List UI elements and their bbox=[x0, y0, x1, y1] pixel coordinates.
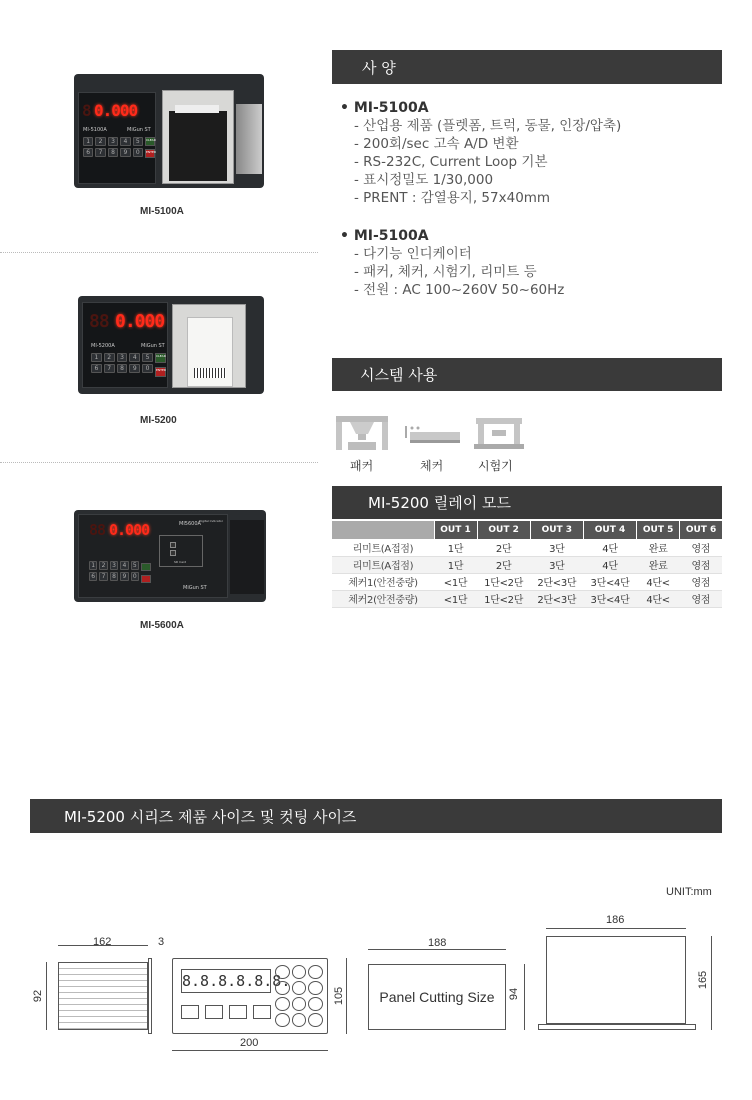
section-header-size: MI-5200 시리즈 제품 사이즈 및 컷팅 사이즈 bbox=[30, 799, 722, 833]
key-6[interactable]: 6 bbox=[91, 364, 102, 373]
unit-label: UNIT:mm bbox=[666, 886, 712, 898]
spec-title: • MI-5100A bbox=[340, 228, 429, 244]
model-label: MI-5100A bbox=[83, 127, 107, 133]
front-keys bbox=[181, 1005, 271, 1019]
front-buttons bbox=[275, 965, 323, 1027]
spec-item: - PRENT : 감열용지, 57x40mm bbox=[354, 190, 551, 206]
side-casing bbox=[230, 520, 264, 594]
table-cell: <1단 bbox=[434, 590, 477, 607]
key-4[interactable]: 4 bbox=[120, 561, 128, 570]
product-caption: MI-5200 bbox=[140, 415, 177, 426]
product-caption: MI-5600A bbox=[140, 620, 184, 631]
key-4[interactable]: 4 bbox=[120, 137, 130, 146]
table-cell: <1단 bbox=[434, 573, 477, 590]
key-7[interactable]: 7 bbox=[99, 572, 107, 581]
dimension-line bbox=[524, 964, 525, 1030]
key-0[interactable]: 0 bbox=[142, 364, 153, 373]
table-row bbox=[332, 573, 722, 590]
product-image-mi-5200: 88 0.000 MI-5200A MiGun ST 1 2 3 4 5 6 7 8 9 0 CLEAR ENTER bbox=[78, 296, 264, 394]
table-header-cell bbox=[332, 521, 434, 539]
key-4[interactable]: 4 bbox=[129, 353, 140, 362]
side-view-drawing bbox=[58, 962, 148, 1030]
table-cell: 완료 bbox=[637, 539, 680, 556]
model-label: MI5600A bbox=[179, 521, 201, 527]
section-header-spec: 사 양 bbox=[332, 50, 722, 84]
table-cell: 2단 bbox=[477, 556, 530, 573]
printer-slot bbox=[169, 111, 227, 181]
table-cell: 체커1(안전중량) bbox=[332, 573, 434, 590]
key-8[interactable]: 8 bbox=[117, 364, 128, 373]
enter-key[interactable]: ENTER bbox=[145, 149, 155, 158]
weight-display: 0.000 bbox=[94, 101, 138, 120]
spec-item: - 다기능 인디케이터 bbox=[354, 246, 472, 262]
brand-label: MiGun ST bbox=[127, 127, 151, 133]
keypad[interactable] bbox=[89, 561, 139, 581]
dimension-panel-height: 94 bbox=[508, 987, 521, 1001]
dimension-front-width: 200 bbox=[240, 1037, 259, 1049]
table-header-cell: OUT 2 bbox=[477, 521, 530, 539]
key-5[interactable]: 5 bbox=[133, 137, 143, 146]
product-image-mi-5100a: 8 0.000 MI-5100A MiGun ST 1 2 3 4 5 6 7 8 9 0 CLEAR ENTER bbox=[74, 74, 264, 188]
side-casing bbox=[236, 104, 262, 174]
panel-cutting-drawing bbox=[368, 964, 506, 1030]
table-row bbox=[332, 590, 722, 607]
key-1[interactable]: 1 bbox=[89, 561, 97, 570]
table-cell: 3단 bbox=[530, 556, 583, 573]
dimension-line bbox=[46, 962, 47, 1030]
spec-block-1 bbox=[340, 99, 621, 207]
keypad[interactable] bbox=[91, 353, 153, 373]
table-cell: 영점 bbox=[680, 590, 722, 607]
key-0[interactable]: 0 bbox=[131, 572, 139, 581]
barcode-icon bbox=[194, 368, 226, 378]
model-label: MI-5200A bbox=[91, 343, 115, 349]
spec-item: - 표시정밀도 1/30,000 bbox=[354, 172, 494, 188]
weight-display: 0.000 bbox=[109, 521, 150, 539]
spec-item: - 패커, 체커, 시험기, 리미트 등 bbox=[354, 264, 537, 280]
spec-block-2 bbox=[340, 227, 564, 299]
dimension-line bbox=[546, 928, 686, 929]
table-cell: 1단<2단 bbox=[477, 590, 530, 607]
printer-unit bbox=[172, 304, 246, 388]
key-3[interactable]: 3 bbox=[117, 353, 128, 362]
key-5[interactable]: 5 bbox=[142, 353, 153, 362]
table-cell: 영점 bbox=[680, 539, 722, 556]
table-cell: 4단 bbox=[583, 556, 636, 573]
dimension-side-width: 162 bbox=[93, 936, 112, 948]
table-row bbox=[332, 556, 722, 573]
brand-label: MiGun ST bbox=[141, 343, 165, 349]
dimension-line bbox=[172, 1050, 328, 1051]
table-row bbox=[332, 539, 722, 556]
product-image-mi-5600a: 88 0.000 MI5600A Digital Indicator SD Card 1 2 3 4 5 6 7 8 9 0 MiGun ST bbox=[74, 510, 266, 602]
dimension-panel-width: 188 bbox=[428, 937, 447, 949]
spec-item: - 산업용 제품 (플렛폼, 트럭, 동물, 인장/압축) bbox=[354, 118, 622, 134]
dimension-side-flange: 3 bbox=[158, 936, 165, 948]
weight-display: 0.000 bbox=[115, 311, 165, 332]
table-cell: 체커2(안전중량) bbox=[332, 590, 434, 607]
key-3[interactable]: 3 bbox=[108, 137, 118, 146]
table-header-cell: OUT 1 bbox=[434, 521, 477, 539]
dimension-front-height: 105 bbox=[333, 986, 346, 1006]
table-cell: 4단< bbox=[637, 590, 680, 607]
sd-card-panel: SD Card bbox=[159, 535, 203, 567]
dimension-top-width: 186 bbox=[606, 914, 625, 926]
key-3[interactable]: 3 bbox=[110, 561, 118, 570]
tester-icon bbox=[472, 416, 526, 450]
key-9[interactable]: 9 bbox=[129, 364, 140, 373]
table-cell: 완료 bbox=[637, 556, 680, 573]
clear-key[interactable]: CLEAR bbox=[155, 353, 166, 363]
enter-key[interactable] bbox=[141, 575, 151, 583]
front-view-drawing bbox=[172, 958, 328, 1034]
table-header-cell: OUT 5 bbox=[637, 521, 680, 539]
table-cell: 리미트(A접점) bbox=[332, 556, 434, 573]
table-cell: 1단<2단 bbox=[477, 573, 530, 590]
table-header-cell: OUT 3 bbox=[530, 521, 583, 539]
key-6[interactable]: 6 bbox=[89, 572, 97, 581]
clear-key[interactable]: CLEAR bbox=[145, 137, 155, 146]
key-7[interactable]: 7 bbox=[95, 148, 105, 157]
divider bbox=[0, 462, 318, 463]
table-cell: 영점 bbox=[680, 573, 722, 590]
dimension-line bbox=[346, 958, 347, 1034]
key-1[interactable]: 1 bbox=[83, 137, 93, 146]
key-2[interactable]: 2 bbox=[104, 353, 115, 362]
keypad[interactable] bbox=[83, 137, 143, 157]
table-cell: 3단<4단 bbox=[583, 590, 636, 607]
key-8[interactable]: 8 bbox=[108, 148, 118, 157]
spec-item: - 전원 : AC 100~260V 50~60Hz bbox=[354, 282, 565, 298]
clear-key[interactable] bbox=[141, 563, 151, 571]
table-cell: 2단 bbox=[477, 539, 530, 556]
key-1[interactable]: 1 bbox=[91, 353, 102, 362]
front-display: 8.8.8.8.8.8. bbox=[181, 969, 271, 993]
table-cell: 리미트(A접점) bbox=[332, 539, 434, 556]
receipt-paper bbox=[187, 317, 233, 387]
system-label: 체커 bbox=[420, 459, 444, 473]
key-2[interactable]: 2 bbox=[95, 137, 105, 146]
key-0[interactable]: 0 bbox=[133, 148, 143, 157]
table-header-cell: OUT 6 bbox=[680, 521, 722, 539]
table-header-row bbox=[332, 521, 722, 539]
section-header-system: 시스템 사용 bbox=[332, 358, 722, 391]
key-8[interactable]: 8 bbox=[110, 572, 118, 581]
key-2[interactable]: 2 bbox=[99, 561, 107, 570]
dimension-line bbox=[368, 949, 506, 950]
key-9[interactable]: 9 bbox=[120, 572, 128, 581]
spec-item: - RS-232C, Current Loop 기본 bbox=[354, 154, 548, 170]
table-cell: 4단 bbox=[583, 539, 636, 556]
dimension-line bbox=[711, 936, 712, 1030]
panel-cutting-label: Panel Cutting Size bbox=[379, 989, 495, 1005]
system-label: 패커 bbox=[350, 459, 374, 473]
table-header-cell: OUT 4 bbox=[583, 521, 636, 539]
table-cell: 4단< bbox=[637, 573, 680, 590]
system-label: 시험기 bbox=[478, 459, 513, 473]
table-cell: 1단 bbox=[434, 556, 477, 573]
dimension-side-height: 92 bbox=[32, 989, 45, 1003]
key-6[interactable]: 6 bbox=[83, 148, 93, 157]
table-cell: 3단 bbox=[530, 539, 583, 556]
digital-indicator-label: Digital Indicator bbox=[199, 519, 223, 523]
key-7[interactable]: 7 bbox=[104, 364, 115, 373]
checker-icon bbox=[402, 424, 462, 448]
brand-label: MiGun ST bbox=[183, 585, 207, 591]
table-cell: 2단<3단 bbox=[530, 573, 583, 590]
spec-title: • MI-5100A bbox=[340, 100, 429, 116]
table-cell: 2단<3단 bbox=[530, 590, 583, 607]
section-header-relay: MI-5200 릴레이 모드 bbox=[332, 486, 722, 519]
dimension-top-height: 165 bbox=[697, 970, 710, 990]
product-caption: MI-5100A bbox=[140, 206, 184, 217]
spec-item: - 200회/sec 고속 A/D 변환 bbox=[354, 136, 519, 152]
key-5[interactable]: 5 bbox=[131, 561, 139, 570]
enter-key[interactable]: ENTER bbox=[155, 367, 166, 377]
table-cell: 영점 bbox=[680, 556, 722, 573]
table-cell: 3단<4단 bbox=[583, 573, 636, 590]
packer-icon bbox=[334, 410, 390, 452]
divider bbox=[0, 252, 318, 253]
key-9[interactable]: 9 bbox=[120, 148, 130, 157]
top-view-drawing bbox=[546, 936, 686, 1024]
table-cell: 1단 bbox=[434, 539, 477, 556]
printer-unit bbox=[162, 90, 234, 184]
relay-mode-table bbox=[332, 521, 722, 608]
